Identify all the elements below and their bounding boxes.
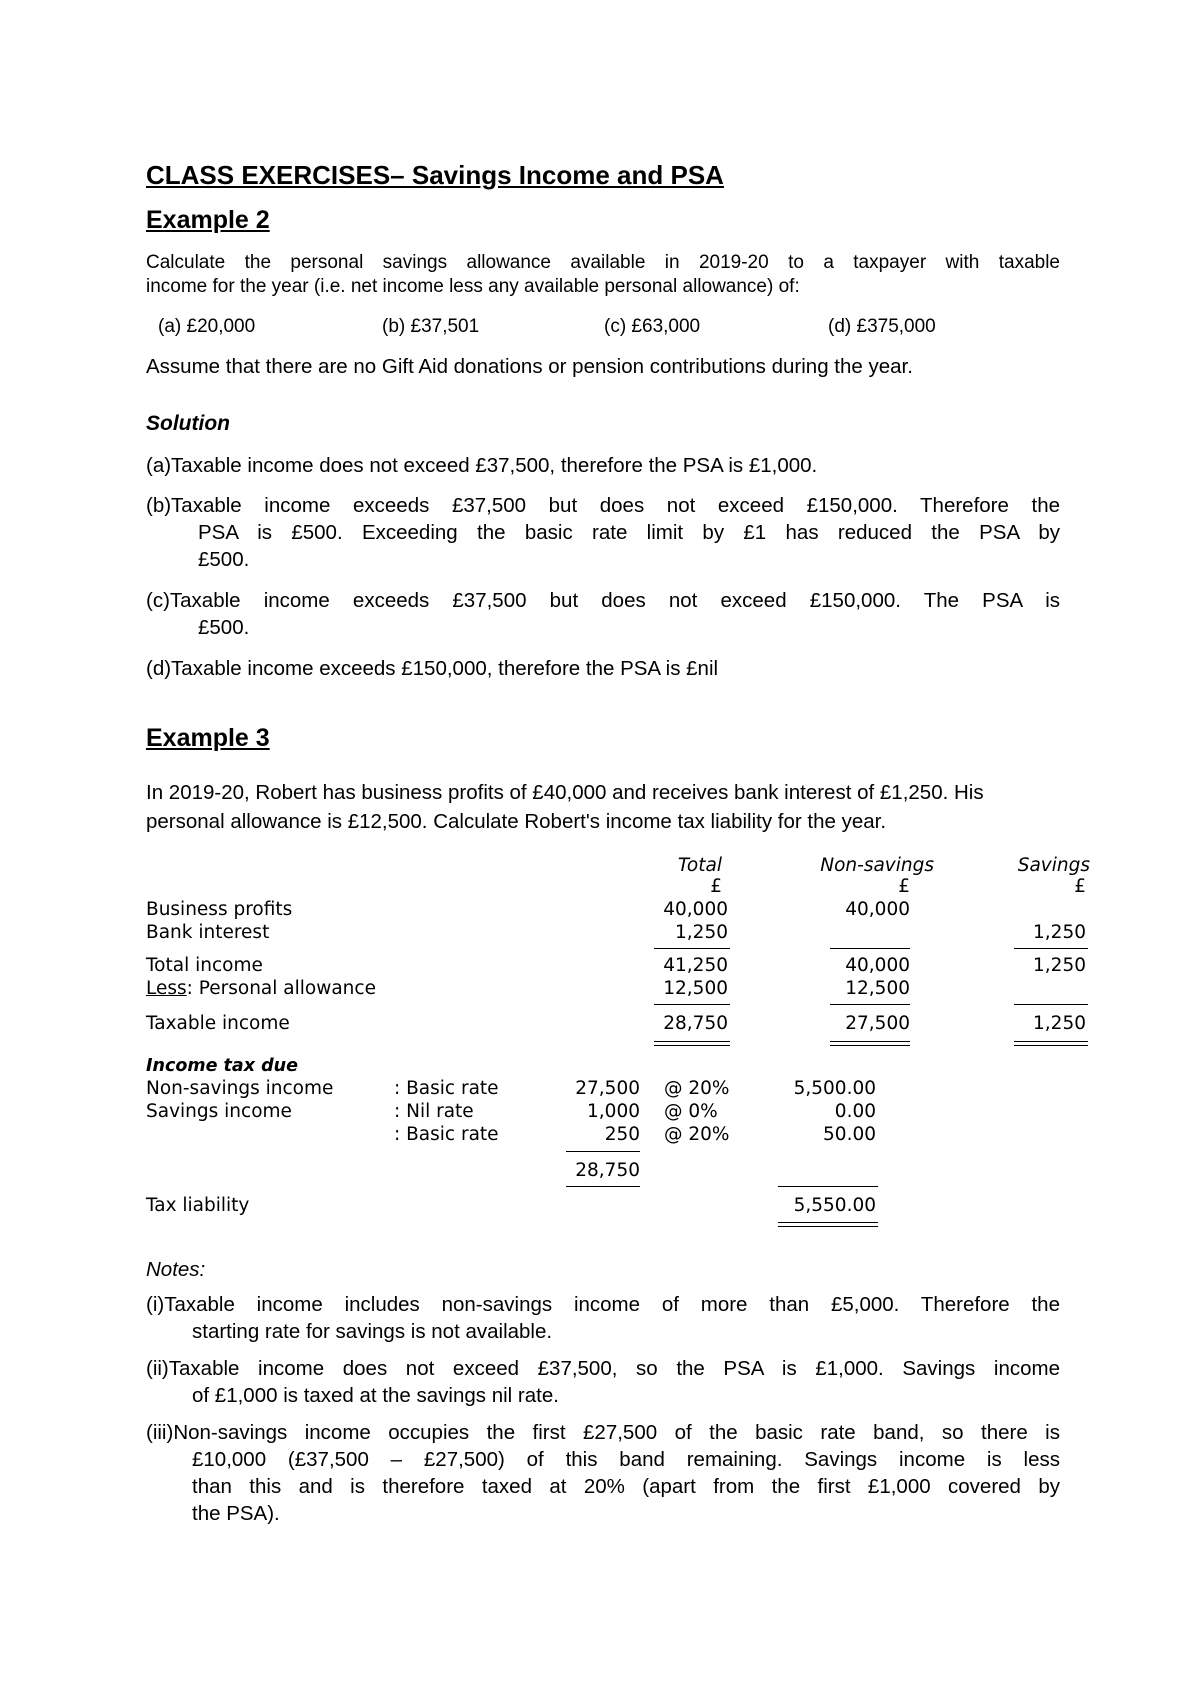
taxable-income-non-savings: 27,500 (845, 1013, 910, 1034)
bank-interest-savings: 1,250 (1033, 922, 1086, 943)
less-label: Less (146, 978, 187, 999)
example-3-heading: Example 3 (146, 724, 270, 752)
solution-a: (a)Taxable income does not exceed £37,500, therefore the PSA is £1,000. (146, 454, 818, 477)
tax-subtotal-line (778, 1186, 878, 1187)
column-header-non-savings: Non-savings (820, 855, 934, 876)
column-header-total: Total (677, 855, 722, 876)
solution-c-line-2: £500. (198, 616, 250, 639)
solution-d: (d)Taxable income exceeds £150,000, therefore the PSA is £nil (146, 657, 719, 680)
row-label-personal-allowance (146, 978, 376, 999)
total-income-total: 41,250 (663, 955, 728, 976)
solution-heading: Solution (146, 412, 230, 435)
example-2-question (146, 251, 1060, 299)
example-3-intro-line-2: personal allowance is £12,500. Calculate Robert's income tax liability for the year. (146, 810, 887, 833)
document-title: CLASS EXERCISES– Savings Income and PSA (146, 160, 724, 190)
tax-liability-double-line-1 (778, 1222, 878, 1223)
amount-total: 28,750 (575, 1160, 640, 1181)
solution-c (146, 587, 1060, 641)
row-label-non-savings-income: Non-savings income (146, 1078, 334, 1099)
income-tax-due-heading: Income tax due (146, 1056, 298, 1076)
note-2 (146, 1355, 1060, 1409)
amount-non-savings: 27,500 (575, 1078, 640, 1099)
business-profits-total: 40,000 (663, 899, 728, 920)
note-2-line-2: of £1,000 is taxed at the savings nil rate. (192, 1384, 559, 1407)
amount-savings-nil: 1,000 (587, 1101, 640, 1122)
tax-savings-basic: 50.00 (823, 1124, 876, 1145)
note-3-line-1: (iii)Non-savings income occupies the first £27,500 of the basic rate band, so there is (146, 1421, 1060, 1444)
double-line-savings-1 (1014, 1041, 1088, 1042)
note-3-line-3: than this and is therefore taxed at 20% (apart from the first £1,000 covered by (192, 1475, 1060, 1498)
notes-heading: Notes: (146, 1258, 206, 1281)
taxable-income-total: 28,750 (663, 1013, 728, 1034)
tax-savings-nil: 0.00 (834, 1101, 876, 1122)
double-line-non-savings-1 (830, 1041, 910, 1042)
taxable-income-savings: 1,250 (1033, 1013, 1086, 1034)
note-2-line-1: (ii)Taxable income does not exceed £37,500, so the PSA is £1,000. Savings income (146, 1357, 1060, 1380)
band-basic-rate-1: : Basic rate (394, 1078, 499, 1099)
solution-b-line-2: PSA is £500. Exceeding the basic rate limit by £1 has reduced the PSA by (198, 521, 1060, 544)
subtotal-line-total (654, 948, 730, 949)
tax-liability-double-line-2 (778, 1226, 878, 1227)
rate-savings-nil: @ 0% (664, 1101, 718, 1122)
note-3 (146, 1419, 1060, 1527)
personal-allowance-label: : Personal allowance (186, 978, 376, 999)
subtotal-line-savings (1014, 948, 1088, 949)
solution-b-line-1: (b)Taxable income exceeds £37,500 but does not exceed £150,000. Therefore the (146, 494, 1060, 517)
example-2-heading: Example 2 (146, 206, 270, 234)
total-income-non-savings: 40,000 (845, 955, 910, 976)
personal-allowance-total: 12,500 (663, 978, 728, 999)
double-line-non-savings-2 (830, 1045, 910, 1046)
row-label-total-income: Total income (146, 955, 263, 976)
business-profits-non-savings: 40,000 (845, 899, 910, 920)
rate-non-savings: @ 20% (664, 1078, 730, 1099)
note-1-line-2: starting rate for savings is not available. (192, 1320, 553, 1343)
solution-b (146, 492, 1060, 573)
option-b: (b) £37,501 (382, 316, 480, 337)
subtotal-line-non-savings (830, 948, 910, 949)
currency-savings: £ (1074, 876, 1086, 897)
option-d: (d) £375,000 (828, 316, 936, 337)
note-3-line-2: £10,000 (£37,500 – £27,500) of this band remaining. Savings income is less (192, 1448, 1060, 1471)
note-3-line-4: the PSA). (192, 1502, 280, 1525)
personal-allowance-non-savings: 12,500 (845, 978, 910, 999)
row-label-tax-liability: Tax liability (146, 1195, 250, 1216)
tax-liability-value: 5,550.00 (793, 1195, 876, 1216)
band-basic-rate-2: : Basic rate (394, 1124, 499, 1145)
currency-non-savings: £ (898, 876, 910, 897)
option-a: (a) £20,000 (158, 316, 256, 337)
currency-total: £ (710, 876, 722, 897)
option-c: (c) £63,000 (604, 316, 701, 337)
note-1 (146, 1291, 1060, 1345)
double-line-savings-2 (1014, 1045, 1088, 1046)
total-line-non-savings (830, 1004, 910, 1005)
amount-savings-basic: 250 (604, 1124, 640, 1145)
question-line-1: Calculate the personal savings allowance available in 2019-20 to a taxpayer with taxable (146, 252, 1060, 273)
assumption-text: Assume that there are no Gift Aid donations or pension contributions during the year. (146, 355, 913, 378)
row-label-savings-income: Savings income (146, 1101, 292, 1122)
amount-total-line (566, 1186, 640, 1187)
question-line-2: income for the year (i.e. net income less any available personal allowance) of: (146, 276, 800, 297)
note-1-line-1: (i)Taxable income includes non-savings income of more than £5,000. Therefore the (146, 1293, 1060, 1316)
row-label-bank-interest: Bank interest (146, 922, 270, 943)
double-line-total-2 (654, 1045, 730, 1046)
tax-non-savings: 5,500.00 (793, 1078, 876, 1099)
solution-b-line-3: £500. (198, 548, 250, 571)
row-label-taxable-income: Taxable income (146, 1013, 290, 1034)
row-label-business-profits: Business profits (146, 899, 293, 920)
column-header-savings: Savings (1017, 855, 1090, 876)
amount-subtotal-line (566, 1151, 640, 1152)
band-nil-rate: : Nil rate (394, 1101, 474, 1122)
total-income-savings: 1,250 (1033, 955, 1086, 976)
solution-c-line-1: (c)Taxable income exceeds £37,500 but does not exceed £150,000. The PSA is (146, 589, 1060, 612)
total-line-savings (1014, 1004, 1088, 1005)
bank-interest-total: 1,250 (675, 922, 728, 943)
total-line-total (654, 1004, 730, 1005)
double-line-total-1 (654, 1041, 730, 1042)
rate-savings-basic: @ 20% (664, 1124, 730, 1145)
example-3-intro-line-1: In 2019-20, Robert has business profits of £40,000 and receives bank interest of £1,250. His (146, 781, 984, 804)
